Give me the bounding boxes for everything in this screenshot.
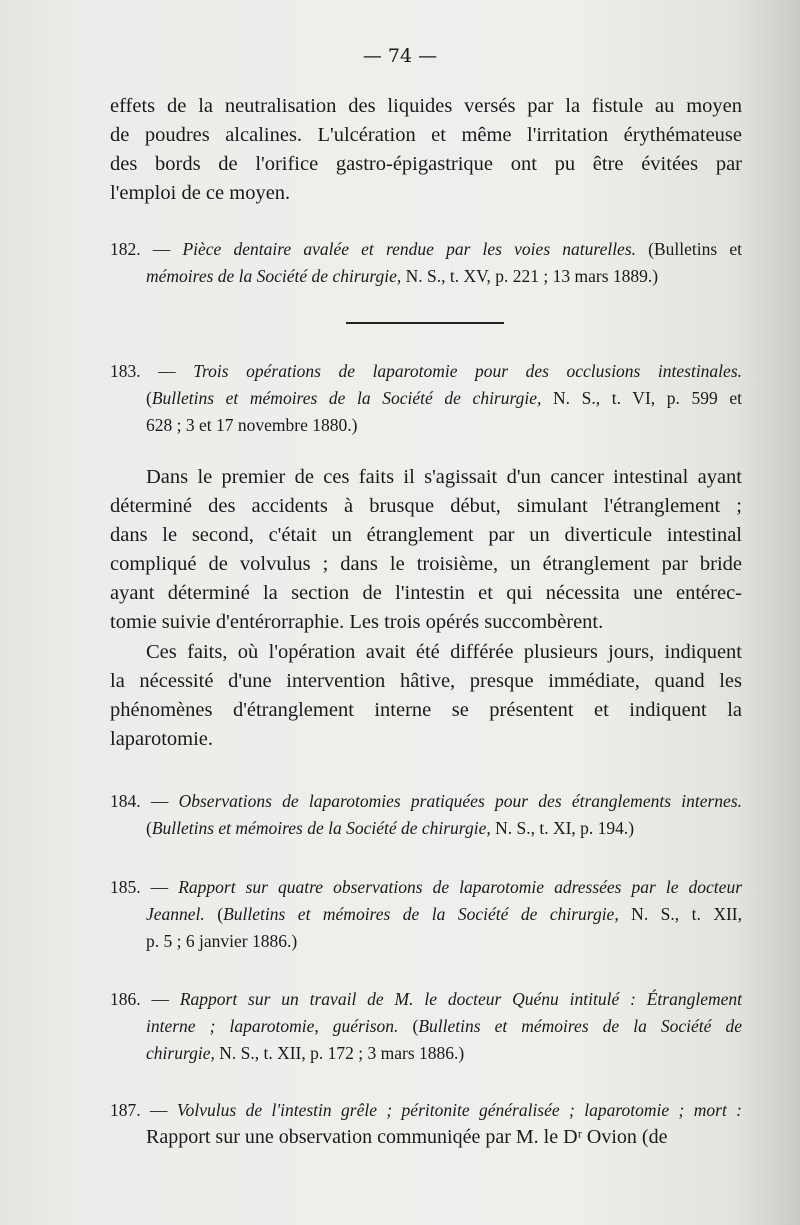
entry-source: mémoires de la Société de chirurgie, xyxy=(146,266,402,286)
entry-title: Rapport sur un travail de M. le docteur Quénu intitulé : Étranglement xyxy=(179,989,743,1009)
text-line: effets de la neutralisation des liquides versés par la fistule au moyen xyxy=(110,95,742,117)
entry-line xyxy=(110,788,742,815)
entry-line xyxy=(110,358,742,385)
entry-text: N. S., t. XII, xyxy=(618,904,742,924)
entry-source: Bulletins et mémoires de la Société de xyxy=(418,1016,742,1036)
section-divider xyxy=(346,322,504,324)
text-line: de poudres alcalines. L'ulcération et même l'irritation érythémateuse xyxy=(110,124,742,146)
entry-title-cont: interne ; laparotomie, guérison. xyxy=(146,1016,399,1036)
text-line: laparotomie. xyxy=(110,728,214,750)
text-line: déterminé des accidents à brusque début, simulant l'étranglement ; xyxy=(110,495,742,517)
entry-number: 183. — xyxy=(110,361,194,381)
entry-text: ( xyxy=(204,904,224,924)
text-line: compliqué de volvulus ; dans le troisième, un étranglement par bride xyxy=(110,553,742,575)
page-number: — 74 — xyxy=(362,45,438,67)
entry-183 xyxy=(110,358,742,439)
entry-line xyxy=(110,1097,742,1124)
entry-text: N. S., t. XII, p. 172 ; 3 mars 1886.) xyxy=(214,1043,465,1063)
entry-184 xyxy=(110,788,742,842)
text-line: l'emploi de ce moyen. xyxy=(110,182,291,204)
text-line: Ces faits, où l'opération avait été différée plusieurs jours, indiquent xyxy=(146,641,742,663)
entry-number: 182. — xyxy=(110,239,183,259)
entry-source-cont: chirurgie, xyxy=(146,1043,215,1063)
text-line: la nécessité d'une intervention hâtive, presque immédiate, quand les xyxy=(110,670,742,692)
entry-line xyxy=(110,236,742,263)
entry-number: 184. — xyxy=(110,791,179,811)
body-paragraph-1 xyxy=(110,463,742,637)
text-line: des bords de l'orifice gastro-épigastrique ont pu être évitées par xyxy=(110,153,742,175)
entry-line xyxy=(110,263,742,290)
entry-text: ( xyxy=(398,1016,419,1036)
entry-text: N. S., t. XI, p. 194.) xyxy=(490,818,635,838)
entry-185 xyxy=(110,874,742,955)
intro-paragraph xyxy=(110,92,742,208)
entry-text: N. S., t. XV, p. 221 ; 13 mars 1889.) xyxy=(401,266,659,286)
entry-title: Rapport sur quatre observations de laparotomie adressées par le docteur xyxy=(178,877,742,897)
entry-text: (Bulletins et xyxy=(636,239,743,259)
entry-line xyxy=(110,385,742,412)
entry-number: 187. — xyxy=(110,1100,177,1120)
entry-number: 186. — xyxy=(110,989,180,1009)
entry-line xyxy=(110,815,742,842)
entry-title: Observations de laparotomies pratiquées pour des étranglements internes. xyxy=(178,791,743,811)
entry-187 xyxy=(110,1097,742,1151)
text-line: dans le second, c'était un étranglement par un diverticule intestinal xyxy=(110,524,742,546)
entry-source: Bulletins et mémoires de la Société de chirurgie, xyxy=(223,904,619,924)
entry-line xyxy=(110,986,742,1013)
entry-title: Trois opérations de laparotomie pour des occlusions intestinales. xyxy=(193,361,743,381)
text-line: ayant déterminé la section de l'intestin et qui nécessita une entérec- xyxy=(110,582,742,604)
entry-source: Bulletins et mémoires de la Société de chirurgie, xyxy=(151,388,542,408)
text-line: Dans le premier de ces faits il s'agissait d'un cancer intestinal ayant xyxy=(146,466,742,488)
entry-text: ( xyxy=(146,388,152,408)
text-line: tomie suivie d'entérorraphie. Les trois opérés succombèrent. xyxy=(110,611,604,633)
entry-186 xyxy=(110,986,742,1067)
entry-number: 185. — xyxy=(110,877,179,897)
entry-author: Jeannel. xyxy=(146,904,205,924)
entry-line xyxy=(110,901,742,928)
entry-182 xyxy=(110,236,742,290)
entry-title: Volvulus de l'intestin grêle ; péritonite généralisée ; laparotomie ; mort : xyxy=(176,1100,743,1120)
entry-line xyxy=(110,874,742,901)
entry-line xyxy=(110,1013,742,1040)
entry-source: Bulletins et mémoires de la Société de chirurgie, xyxy=(151,818,491,838)
entry-title: Pièce dentaire avalée et rendue par les voies naturelles. xyxy=(182,239,637,259)
text-line: phénomènes d'étranglement interne se présentent et indiquent la xyxy=(110,699,742,721)
entry-line: p. 5 ; 6 janvier 1886.) xyxy=(146,931,298,951)
entry-text: ( xyxy=(146,818,152,838)
entry-line xyxy=(110,1040,742,1067)
entry-line: 628 ; 3 et 17 novembre 1880.) xyxy=(146,415,358,435)
entry-line: Rapport sur une observation communiqée par M. le Dʳ Ovion (de xyxy=(146,1126,668,1148)
body-paragraph-2 xyxy=(110,638,742,754)
entry-text: N. S., t. VI, p. 599 et xyxy=(541,388,742,408)
